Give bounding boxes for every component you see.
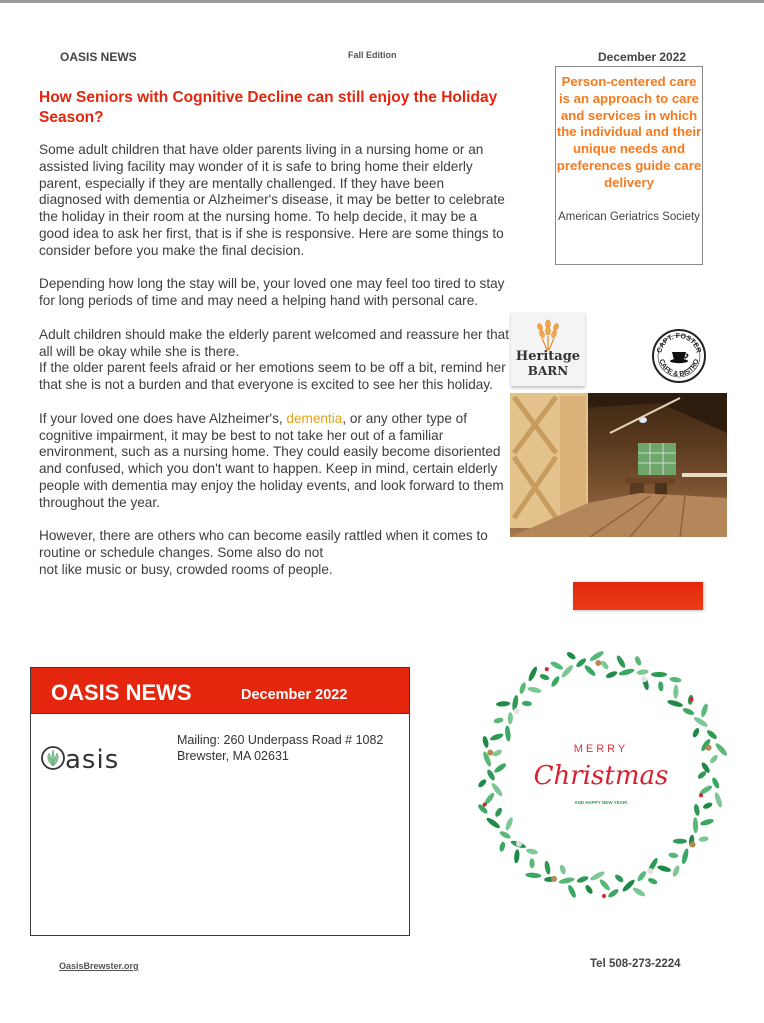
wreath-leaf [507, 712, 513, 724]
berry [545, 667, 549, 671]
wreath-leaf [525, 872, 541, 878]
mailing-date: December 2022 [241, 687, 348, 703]
phone-number: Tel 508-273-2224 [590, 958, 681, 970]
wreath-leaf [477, 778, 488, 789]
article-paragraph: Depending how long the stay will be, your loved one may feel too tired to stay for long periods of time and may need a helping hand with personal care. [39, 276, 505, 309]
mailing-title: OASIS NEWS [51, 680, 192, 705]
wreath-leaf [482, 735, 490, 748]
wreath-leaf [636, 870, 647, 883]
paragraph-text: If your loved one does have Alzheimer's, [39, 410, 287, 426]
article-paragraph: not like music or busy, crowded rooms of people. [39, 561, 333, 577]
wreath-leaf [576, 875, 589, 884]
edition-label: Fall Edition [348, 50, 397, 60]
wreath-leaf [494, 807, 504, 818]
article-paragraph: However, there are others who can become easily rattled when it comes to routine or schedule changes. Some also do not [39, 528, 488, 561]
article-paragraph: Adult children should make the elderly parent welcomed and reassure her that all will be okay while she is there. [39, 326, 510, 359]
barn-interior-photo [510, 393, 727, 537]
wreath-leaf [668, 852, 679, 859]
quote-box [555, 66, 703, 265]
wreath-leaf [693, 817, 699, 833]
acorn [551, 876, 557, 882]
issue-date: December 2022 [598, 50, 687, 64]
dementia-link[interactable]: dementia [286, 410, 343, 426]
wreath-leaf [499, 841, 506, 852]
berry [699, 793, 703, 797]
wreath-leaf [529, 858, 535, 868]
wreath-leaf [673, 839, 687, 844]
wreath-leaf [583, 664, 597, 677]
happy-new-year-text: AND HAPPY NEW YEAR! [574, 800, 628, 805]
wreath-leaf [518, 682, 527, 695]
article-headline: How Seniors with Cognitive Decline can still enjoy the Holiday Season? [39, 89, 498, 126]
wreath-leaf [618, 667, 635, 676]
wreath-leaf [589, 870, 606, 882]
heritage-text: Heritage [515, 349, 581, 364]
wreath-leaf [681, 848, 690, 865]
address-line: Brewster, MA 02631 [177, 749, 289, 763]
wreath-leaf [691, 727, 700, 738]
masthead-title: OASIS NEWS [60, 50, 137, 64]
acorn [641, 676, 647, 682]
wreath-leaf [493, 717, 504, 724]
acorn [514, 708, 520, 714]
article-paragraph: Some adult children that have older parents living in a nursing home or an assisted living facility may wonder of it is safe to bring home their elderly parent, especially if they are mentally challenged. If they have been diagnosed with dementia or Alzheimer's disease, it may be better to celebrate the holiday in their room at the nursing home. To help decide, it may be a good idea to ask her first, that is if she is responsive. Here are some things to consider before you make the final decision. [39, 142, 505, 258]
paragraph-text: , or any other type of cognitive impairment, it may be best to not take her out of a familiar environment, such as a nursing home. They could easily become disoriented and confused, which you don't want to happen. Keep in mind, certain elderly people with dementia may enjoy the holiday events, and look forward to them throughout the year. [39, 410, 504, 510]
wreath-leaf [632, 886, 647, 898]
wreath-leaf [673, 685, 679, 699]
acorn [706, 745, 712, 751]
wreath-leaf [504, 725, 511, 741]
wreath-leaf [682, 707, 695, 717]
christmas-wreath [458, 632, 744, 918]
wreath-leaf [713, 791, 723, 808]
mailing-panel [30, 667, 410, 936]
wreath-leaf [702, 801, 713, 810]
wreath-leaf [658, 681, 664, 691]
wreath-leaf [513, 849, 520, 863]
barn-text: BARN [527, 364, 569, 378]
wreath-leaf [492, 748, 503, 757]
wreath-leaf [671, 865, 680, 878]
acorn [516, 841, 522, 847]
wreath-leaf [584, 884, 594, 895]
wreath-leaf [566, 651, 577, 661]
capt-bottom-text: CAFE & BISTRO [657, 358, 701, 379]
acorn [647, 868, 653, 874]
page-top-border [0, 0, 764, 3]
wreath-leaf [504, 816, 514, 831]
wreath-leaf [558, 876, 575, 884]
wheat-icon [533, 318, 563, 352]
wreath-leaf [714, 742, 729, 757]
wreath-leaf [499, 830, 512, 840]
wreath-leaf [615, 654, 627, 669]
wreath-leaf [693, 804, 700, 817]
wreath-leaf [544, 860, 552, 875]
wreath-leaf [667, 699, 684, 708]
capt-top-text: CAPT. FOSTER [656, 332, 702, 354]
berry [689, 697, 693, 701]
red-banner-block [573, 582, 703, 610]
mailing-address [177, 732, 383, 764]
wreath-leaf [567, 884, 578, 899]
christmas-text: Christmas [533, 761, 669, 791]
wreath-leaf [647, 877, 658, 886]
address-line: Mailing: 260 Underpass Road # 1082 [177, 733, 384, 747]
berry [483, 803, 487, 807]
website-link[interactable]: OasisBrewster.org [59, 961, 139, 971]
wreath-leaf [526, 848, 539, 856]
wreath-leaf [698, 836, 709, 843]
wreath-leaf [709, 754, 720, 765]
wreath-leaf [527, 686, 542, 694]
oasis-logo-text: asis [65, 745, 120, 773]
wreath-leaf [700, 703, 709, 718]
wreath-leaf [559, 864, 567, 875]
wreath-leaf [700, 818, 715, 827]
wreath-leaf [549, 660, 564, 671]
acorn [487, 750, 493, 756]
berry [602, 894, 606, 898]
wreath-leaf [598, 878, 611, 892]
wreath-leaf [539, 673, 550, 681]
wreath-leaf [614, 873, 625, 883]
article-body [39, 142, 509, 596]
wreath-leaf [605, 670, 618, 680]
wreath-leaf [485, 816, 501, 830]
wreath-leaf [600, 660, 610, 671]
merry-text: MERRY [573, 743, 629, 755]
wreath-leaf [527, 666, 539, 683]
quote-text: Person-centered care is an approach to care and services in which the individual and their unique needs and preferences guide care delivery [556, 74, 702, 190]
oasis-logo [40, 743, 132, 778]
wreath-leaf [706, 729, 719, 741]
article-paragraph [39, 411, 509, 512]
wreath-leaf [657, 864, 672, 873]
wreath-leaf [669, 676, 682, 683]
wreath-leaf [711, 776, 721, 789]
mailing-panel-header [31, 668, 409, 714]
wreath-leaf [489, 732, 504, 742]
wreath-leaf [493, 762, 507, 774]
wreath-leaf [522, 701, 532, 707]
wreath-leaf [550, 675, 561, 688]
acorn [690, 842, 696, 848]
wreath-leaf [560, 664, 575, 679]
capt-foster-cafe-logo [651, 328, 707, 384]
wreath-leaf [496, 701, 510, 707]
wreath-leaf [636, 669, 649, 676]
wreath-leaf [693, 715, 709, 728]
wreath-leaf [651, 672, 667, 677]
quote-source: American Geriatrics Society [558, 210, 700, 223]
article-paragraph: If the older parent feels afraid or her emotions seem to be off a bit, remind her that she is not a burden and that everyone is excited to see her this holiday. [39, 360, 506, 393]
acorn [595, 660, 601, 666]
leaf-o-icon [42, 747, 64, 769]
wreath-leaf [634, 655, 643, 666]
heritage-barn-logo [511, 312, 585, 386]
